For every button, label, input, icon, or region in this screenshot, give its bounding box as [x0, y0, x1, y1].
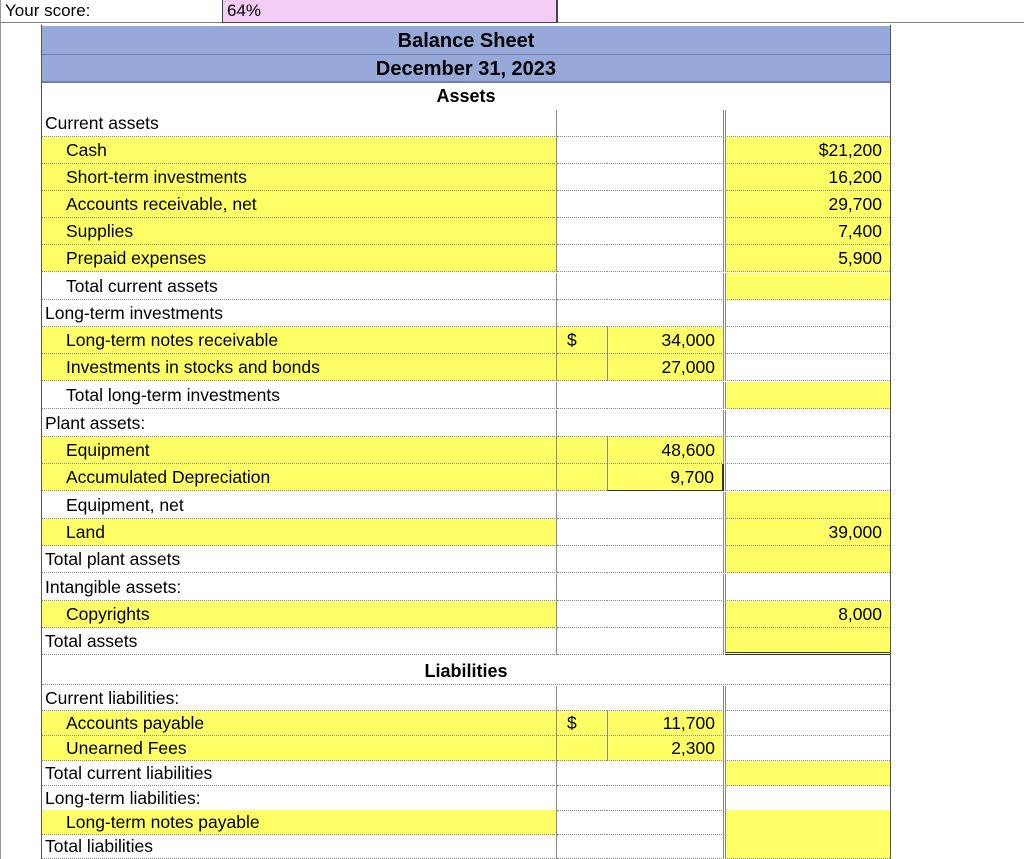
- amount-cell: [725, 300, 890, 327]
- amount-input[interactable]: [725, 810, 890, 835]
- dollar-cell: [557, 410, 607, 437]
- score-label: Your score:: [5, 1, 91, 20]
- subtotal-cell: [607, 810, 724, 835]
- row-label: Long-term liabilities:: [42, 786, 557, 811]
- total-liabilities-input[interactable]: [725, 834, 890, 859]
- subtotal-cell: [607, 164, 724, 191]
- dollar-cell: [557, 519, 607, 546]
- table-row: [42, 164, 890, 191]
- sheet-date: December 31, 2023: [42, 55, 890, 83]
- subtotal-cell: [607, 191, 724, 218]
- row-label: Current liabilities:: [42, 686, 557, 711]
- table-row: [42, 786, 890, 811]
- amount-cell: [725, 437, 890, 464]
- table-row: [42, 218, 890, 245]
- score-value: 64%: [222, 0, 558, 23]
- table-row: [42, 191, 890, 218]
- amount-input[interactable]: 39,000: [725, 519, 890, 546]
- table-row: [42, 601, 890, 628]
- dollar-cell: [557, 110, 607, 137]
- table-row: [42, 300, 890, 327]
- subtotal-input[interactable]: 27,000: [607, 354, 724, 381]
- dollar-cell: [557, 300, 607, 327]
- left-edge-line: [0, 0, 1, 859]
- subtotal-cell: [607, 110, 724, 137]
- dollar-cell: [557, 546, 607, 573]
- row-label-input[interactable]: Prepaid expenses: [42, 245, 557, 272]
- subtotal-cell: [607, 245, 724, 272]
- row-label-input[interactable]: Equipment: [42, 437, 557, 464]
- row-label: Intangible assets:: [42, 574, 557, 601]
- subtotal-cell: [607, 786, 724, 811]
- subtotal-cell: [607, 601, 724, 628]
- dollar-cell: [557, 810, 607, 835]
- dollar-cell: [557, 786, 607, 811]
- dollar-cell: [557, 464, 607, 491]
- subtotal-input[interactable]: 9,700: [607, 464, 724, 491]
- dollar-cell: [557, 137, 607, 164]
- dollar-cell: [557, 601, 607, 628]
- table-row: [42, 519, 890, 546]
- dollar-sign: $: [557, 327, 607, 354]
- subtotal-cell: [607, 410, 724, 437]
- row-label-input[interactable]: Supplies: [42, 218, 557, 245]
- row-label: Plant assets:: [42, 410, 557, 437]
- row-label-input[interactable]: Long-term notes receivable: [42, 327, 557, 354]
- dollar-cell: [557, 245, 607, 272]
- dollar-cell: [557, 191, 607, 218]
- row-label: Current assets: [42, 110, 557, 137]
- dollar-cell: [557, 218, 607, 245]
- dollar-cell: [557, 761, 607, 786]
- dollar-cell: [557, 164, 607, 191]
- subtotal-cell: [607, 519, 724, 546]
- table-row: [42, 354, 890, 381]
- subtotal-cell: [607, 137, 724, 164]
- table-row: [42, 492, 890, 519]
- dollar-cell: [557, 686, 607, 711]
- table-row: [42, 382, 890, 409]
- table-row: [42, 574, 890, 601]
- subtotal-cell: [607, 300, 724, 327]
- dollar-cell: [557, 437, 607, 464]
- amount-cell: [725, 354, 890, 381]
- amount-cell: [725, 686, 890, 711]
- row-label: Total plant assets: [42, 546, 557, 573]
- dollar-cell: [557, 574, 607, 601]
- row-label: Total assets: [42, 628, 557, 655]
- subtotal-cell: [607, 218, 724, 245]
- amount-input[interactable]: 16,200: [725, 164, 890, 191]
- subtotal-cell: [607, 574, 724, 601]
- table-row: [42, 464, 890, 491]
- table-row: [42, 410, 890, 437]
- amount-input[interactable]: $21,200: [725, 137, 890, 164]
- table-row: [42, 273, 890, 300]
- row-label-input[interactable]: Short-term investments: [42, 164, 557, 191]
- sheet-title: Balance Sheet: [42, 26, 890, 55]
- divider: [42, 684, 890, 685]
- table-row: [42, 834, 890, 859]
- dollar-cell: [557, 354, 607, 381]
- subtotal-cell: [607, 273, 724, 300]
- subtotal-cell: [607, 546, 724, 573]
- table-row: [42, 761, 890, 786]
- row-label: Total liabilities: [42, 834, 557, 859]
- subtotal-input[interactable]: 11,700: [607, 711, 724, 736]
- total-current-assets-input[interactable]: [725, 273, 890, 300]
- row-label: Total long-term investments: [42, 382, 557, 409]
- row-label: Equipment, net: [42, 492, 557, 519]
- table-row: [42, 245, 890, 272]
- table-row: [42, 110, 890, 137]
- dollar-sign: $: [557, 711, 607, 736]
- amount-cell: [725, 110, 890, 137]
- subtotal-input[interactable]: 2,300: [607, 736, 724, 761]
- amount-cell: [725, 574, 890, 601]
- table-row: [42, 546, 890, 573]
- amount-cell: [725, 786, 890, 811]
- subtotal-cell: [607, 628, 724, 655]
- table-row: [42, 137, 890, 164]
- table-row: [42, 686, 890, 711]
- row-label: Total current liabilities: [42, 761, 557, 786]
- subtotal-cell: [607, 492, 724, 519]
- amount-input[interactable]: 7,400: [725, 218, 890, 245]
- row-label-input[interactable]: Long-term notes payable: [42, 810, 557, 835]
- table-row: [42, 628, 890, 655]
- total-long-term-investments-input[interactable]: [725, 382, 890, 409]
- subtotal-input[interactable]: 48,600: [607, 437, 724, 464]
- total-plant-assets-input[interactable]: [725, 546, 890, 573]
- dollar-cell: [557, 736, 607, 761]
- row-label-input[interactable]: Investments in stocks and bonds: [42, 354, 557, 381]
- equipment-net-input[interactable]: [725, 492, 890, 519]
- subtotal-cell: [607, 686, 724, 711]
- amount-input[interactable]: 29,700: [725, 191, 890, 218]
- amount-cell: [725, 410, 890, 437]
- total-current-liabilities-input[interactable]: [725, 761, 890, 786]
- subtotal-cell: [607, 382, 724, 409]
- amount-input[interactable]: 8,000: [725, 601, 890, 628]
- table-row: [42, 810, 890, 835]
- subtotal-cell: [607, 761, 724, 786]
- amount-cell: [725, 736, 890, 761]
- row-label-input[interactable]: Accumulated Depreciation: [42, 464, 557, 491]
- dollar-cell: [557, 834, 607, 859]
- amount-cell: [725, 711, 890, 736]
- subtotal-cell: [607, 834, 724, 859]
- table-row: [42, 437, 890, 464]
- row-label-input[interactable]: Copyrights: [42, 601, 557, 628]
- dollar-cell: [557, 492, 607, 519]
- table-row: [42, 327, 890, 354]
- liabilities-heading: Liabilities: [424, 661, 508, 681]
- amount-input[interactable]: 5,900: [725, 245, 890, 272]
- table-row: [42, 736, 890, 761]
- dollar-cell: [557, 273, 607, 300]
- total-assets-input[interactable]: [725, 628, 890, 655]
- assets-heading: Assets: [436, 86, 496, 106]
- row-label-input[interactable]: Unearned Fees: [42, 736, 557, 761]
- row-label: Total current assets: [42, 273, 557, 300]
- amount-cell: [725, 327, 890, 354]
- dollar-cell: [557, 628, 607, 655]
- dollar-cell: [557, 382, 607, 409]
- amount-cell: [725, 464, 890, 491]
- row-label: Long-term investments: [42, 300, 557, 327]
- row-label-input[interactable]: Accounts payable: [42, 711, 557, 736]
- row-label-input[interactable]: Cash: [42, 137, 557, 164]
- row-label-input[interactable]: Accounts receivable, net: [42, 191, 557, 218]
- row-label-input[interactable]: Land: [42, 519, 557, 546]
- table-row: [42, 711, 890, 736]
- subtotal-input[interactable]: 34,000: [607, 327, 724, 354]
